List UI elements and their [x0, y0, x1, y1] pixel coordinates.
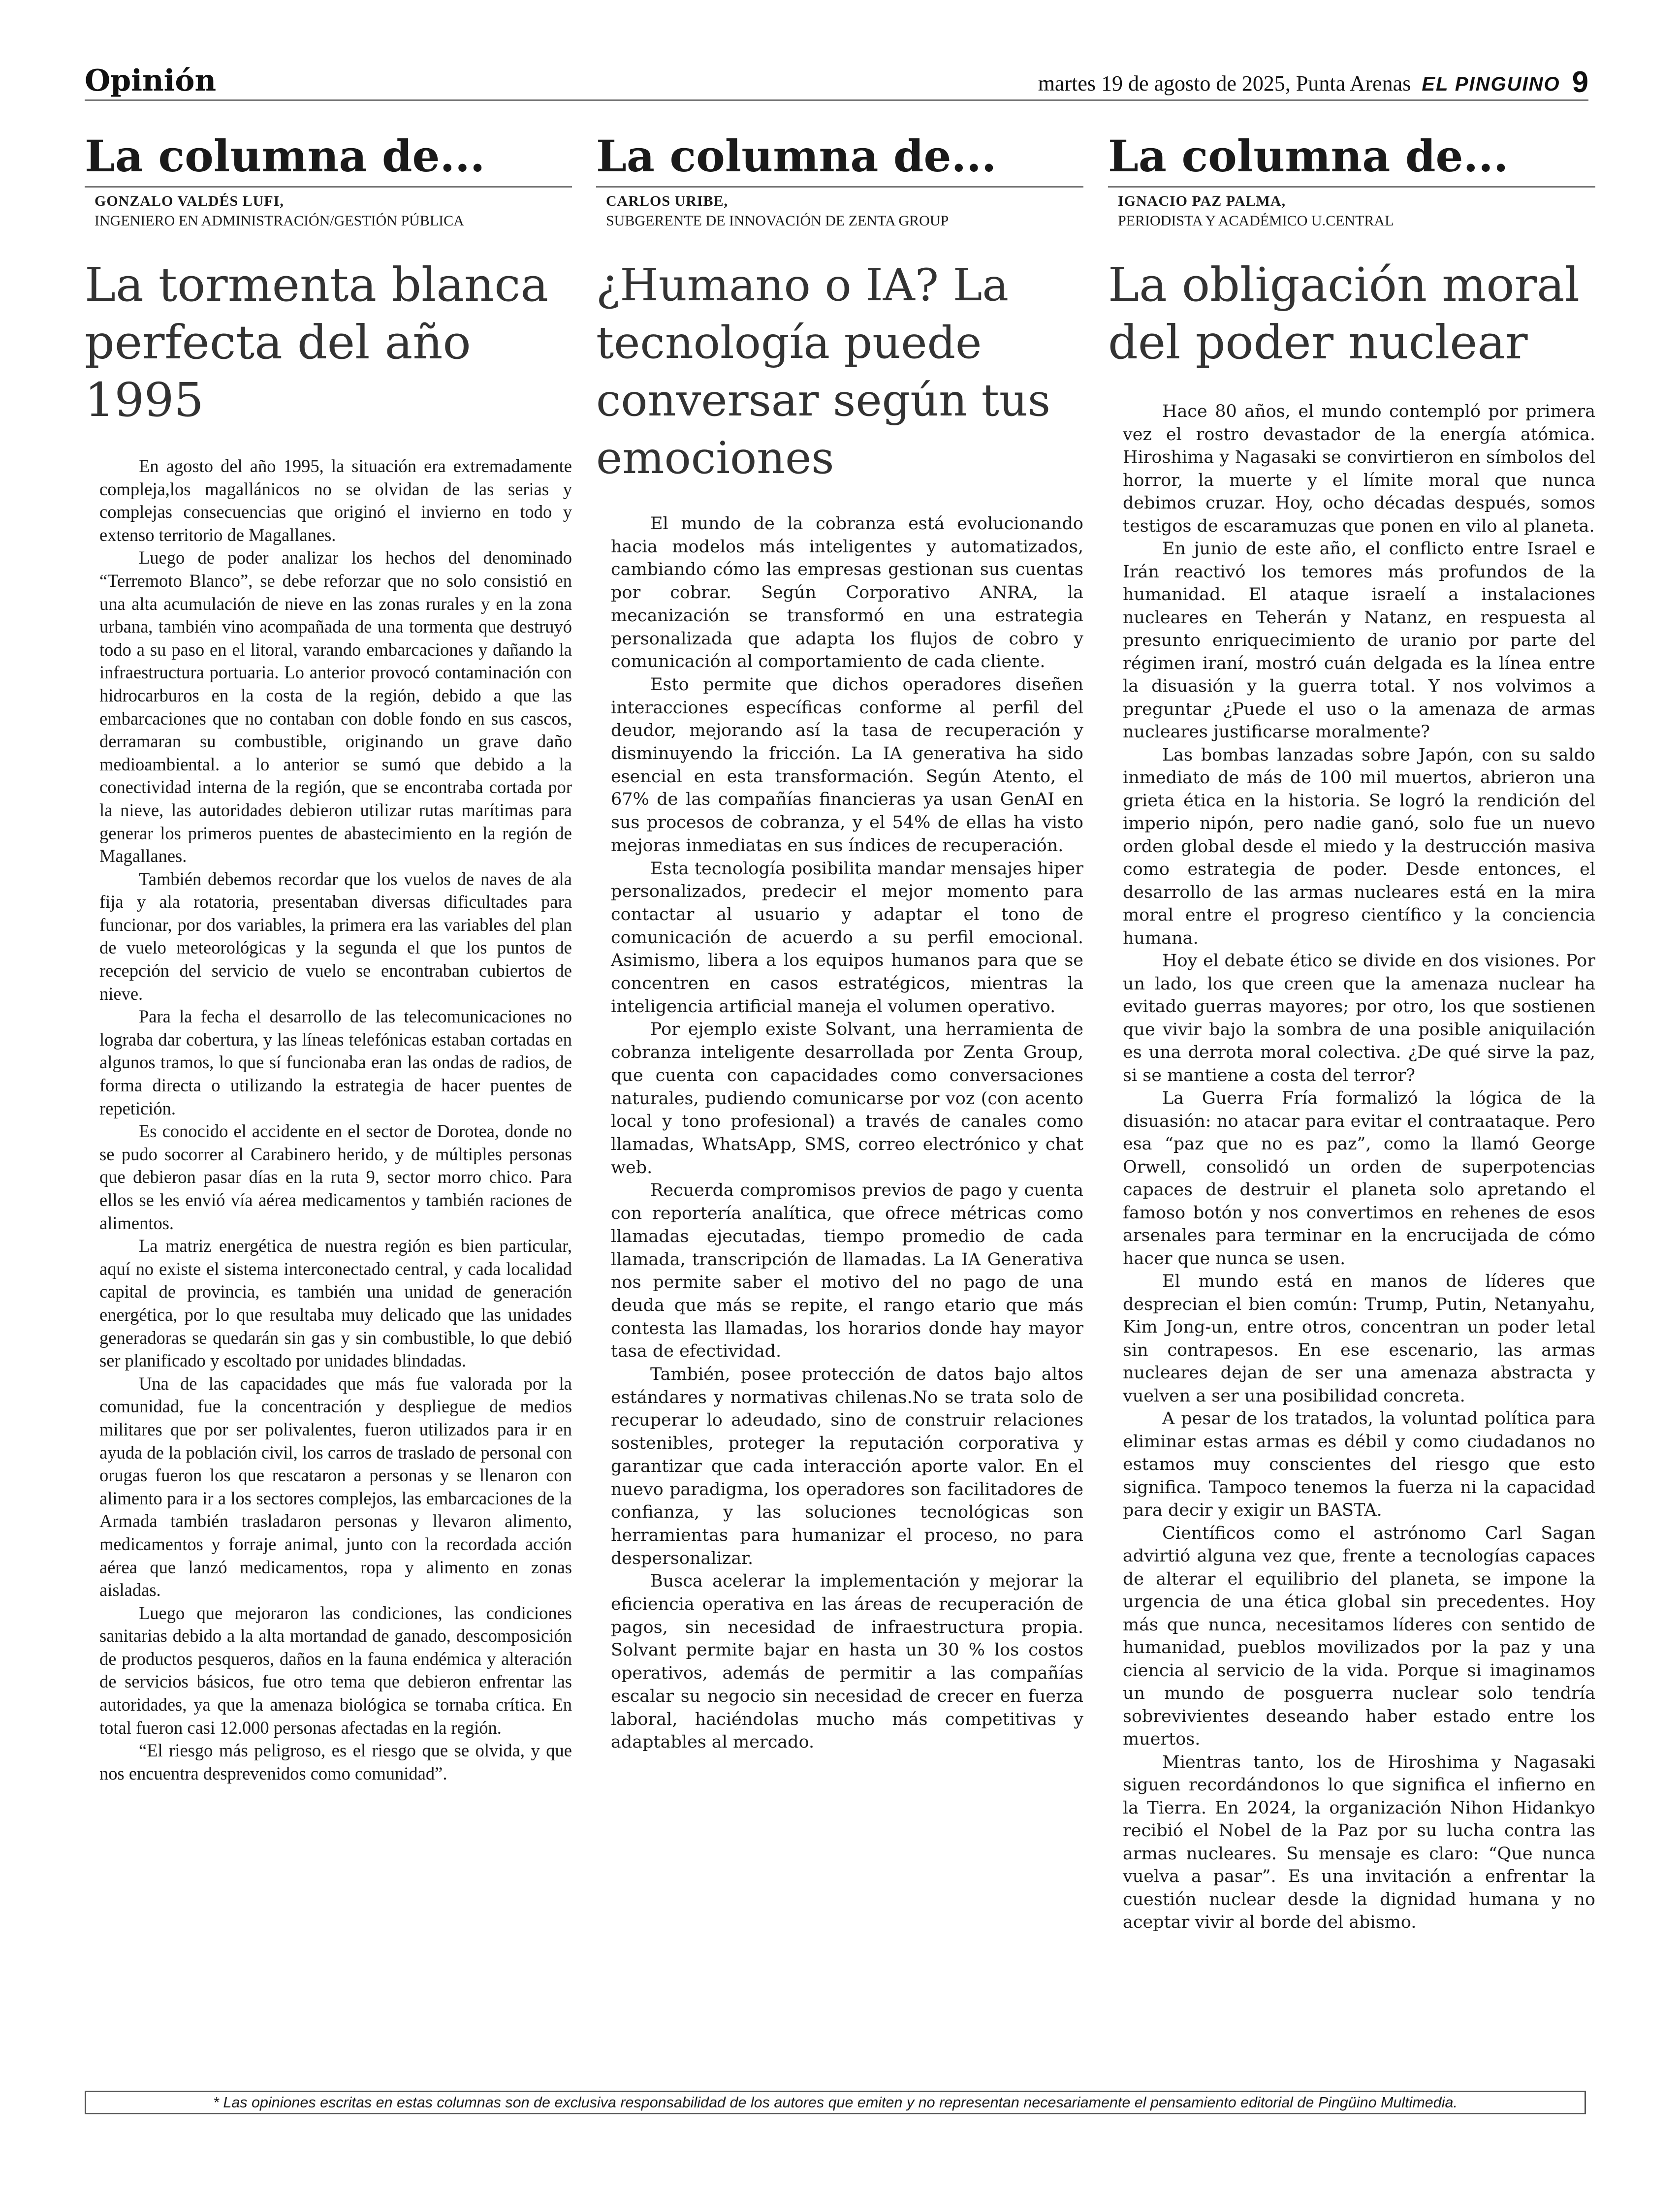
article-paragraph: Mientras tanto, los de Hiroshima y Nagasaki siguen recordándonos lo que significa el infierno en la Tierra. En 2024, la organización Nihon Hidankyo recibió el Nobel de la Paz por su lucha contra las armas nucleares. Su mensaje es claro: “Que nunca vuelva a pasar”. Es una invitación a enfrentar la cuestión nuclear desde la dignidad humana y no aceptar vivir al borde del abismo.: [1123, 1752, 1595, 1932]
page-number: 9: [1572, 65, 1588, 98]
column-1: [85, 130, 572, 1785]
article-paragraph: Por ejemplo existe Solvant, una herramienta de cobranza inteligente desarrollada por Zenta Group, que cuenta con capacidades como conversaciones naturales, pudiendo comunicarse por voz (con acento local y tono profesional) a través de canales como llamadas, WhatsApp, SMS, correo electrónico y chat web.: [611, 1019, 1083, 1178]
article-paragraph: Luego que mejoraron las condiciones, las condiciones sanitarias debido a la alta mortandad de ganado, descomposición de productos pesqueros, daños en la fauna endémica y alteración de servicios básicos, fue otro tema que debieron enfrentar las autoridades, ya que la amenaza biológica se tornaba crítica. En total fueron casi 12.000 personas afectadas en la región.: [99, 1602, 572, 1738]
article-paragraph: El mundo está en manos de líderes que desprecian el bien común: Trump, Putin, Netanyahu, Kim Jong-un, entre otros, concentran un poder letal sin contrapesos. En ese escenario, las armas nucleares dejan de ser una amenaza abstracta y vuelven a ser una posibilidad concreta.: [1123, 1272, 1595, 1406]
date-location: martes 19 de agosto de 2025, Punta Arenas: [1038, 71, 1411, 96]
author-name: GONZALO VALDÉS LUFI,: [95, 193, 284, 209]
article-paragraph: A pesar de los tratados, la voluntad política para eliminar estas armas es débil y como ciudadanos no estamos muy conscientes del riesgo que esto significa. Tampoco tenemos la fuerza ni la capacidad para decir y exigir un BASTA.: [1123, 1409, 1595, 1520]
section-name: Opinión: [85, 64, 217, 98]
article-paragraph: Hoy el debate ético se divide en dos visiones. Por un lado, los que creen que la amenaza nuclear ha evitado guerras mayores; por otro, los que sostienen que vivir bajo la sombra de una posible aniquilación es una derrota moral colectiva. ¿De qué sirve la paz, si se mantiene a costa del terror?: [1123, 951, 1595, 1085]
article-body: [99, 455, 572, 1785]
article-paragraph: En agosto del año 1995, la situación era extremadamente compleja,los magallánicos no se olvidan de las serias y complejas consecuencias que originó el invierno en todo y extenso territorio de Magallanes.: [99, 456, 572, 545]
article-paragraph: “El riesgo más peligroso, es el riesgo que se olvida, y que nos encuentra desprevenidos como comunidad”.: [99, 1740, 572, 1784]
column-3: [1108, 130, 1595, 1934]
author-role: PERIODISTA Y ACADÉMICO U.CENTRAL: [1118, 213, 1394, 229]
article-headline: La obligación moral del poder nuclear: [1108, 258, 1580, 370]
column-kicker: La columna de...: [1108, 130, 1595, 188]
article-paragraph: Para la fecha el desarrollo de las telecomunicaciones no lograba dar cobertura, y las líneas telefónicas estaban cortadas en algunos tramos, lo que sí funcionaba eran las ondas de radios, de forma directa o utilizando la estrategia de hacer puentes de repetición.: [99, 1006, 572, 1118]
article-paragraph: Busca acelerar la implementación y mejorar la eficiencia operativa en las áreas de recuperación de pagos, sin necesidad de infraestructura propia. Solvant permite bajar en hasta un 30 % los costos operativos, además de permitir a las compañías escalar su negocio sin necesidad de crecer en fuerza laboral, haciéndolas mucho más competitivas y adaptables al mercado.: [611, 1571, 1083, 1752]
author-role: INGENIERO EN ADMINISTRACIÓN/GESTIÓN PÚBLICA: [95, 213, 464, 229]
article-paragraph: Esta tecnología posibilita mandar mensajes hiper personalizados, predecir el mejor momento para contactar al usuario y adaptar el tono de comunicación de acuerdo a su perfil emocional. Asimismo, libera a los equipos humanos para que se concentren en casos estratégicos, mientras la inteligencia artificial maneja el volumen operativo.: [611, 859, 1083, 1017]
disclaimer-box: * Las opiniones escritas en estas columnas son de exclusiva responsabilidad de los autores que emiten y no representan necesariamente el pensamiento editorial de Pingüino Multimedia.: [85, 2091, 1586, 2114]
column-2: [596, 130, 1083, 1754]
article-body: [611, 512, 1083, 1754]
article-paragraph: También, posee protección de datos bajo altos estándares y normativas chilenas.No se trata solo de recuperar lo adeudado, sino de construir relaciones sostenibles, proteger la reputación corporativa y garantizar que cada interacción aporte valor. En el nuevo paradigma, los operadores son facilitadores de confianza, y las soluciones tecnológicas son herramientas para humanizar el proceso, no para despersonalizar.: [611, 1365, 1083, 1568]
article-paragraph: En junio de este año, el conflicto entre Israel e Irán reactivó los temores más profundos de la humanidad. El ataque israelí a instalaciones nucleares en Teherán y Natanz, en respuesta al presunto enriquecimiento de uranio por parte del régimen iraní, mostró cuán delgada es la línea entre la disuasión y la guerra total. Y nos volvimos a preguntar ¿Puede el uso o la amenaza de armas nucleares justificarse moralmente?: [1123, 539, 1595, 742]
article-paragraph: Las bombas lanzadas sobre Japón, con su saldo inmediato de más de 100 mil muertos, abrieron una grieta ética en la historia. Se logró la rendición del imperio nipón, pero nadie ganó, solo fue un nuevo orden global desde el miedo y la destrucción masiva como estrategia de poder. Desde entonces, el desarrollo de las armas nucleares está en la mira moral entre el progreso científico y la conciencia humana.: [1123, 745, 1595, 948]
article-paragraph: Es conocido el accidente en el sector de Dorotea, donde no se pudo socorrer al Carabinero herido, y de múltiples personas que debieron pasar días en la ruta 9, sector morro chico. Para ellos se les envió vía aérea medicamentos y también raciones de alimentos.: [99, 1121, 572, 1233]
article-paragraph: También debemos recordar que los vuelos de naves de ala fija y ala rotatoria, presentaban diversas dificultades para funcionar, por dos variables, la primera era las variables del plan de vuelo meteorológicas y la segunda el que los puntos de recepción del servicio de vuelo se encontraban cubiertos de nieve.: [99, 868, 572, 1004]
article-paragraph: Científicos como el astrónomo Carl Sagan advirtió alguna vez que, frente a tecnologías capaces de alterar el equilibrio del planeta, se impone la urgencia de una ética global sin precedentes. Hoy más que nunca, necesitamos líderes con sentido de humanidad, pueblos movilizados por la paz y una ciencia al servicio de la vida. Porque si imaginamos un mundo de posguerra nuclear solo tendría sobrevivientes deseando haber estado entre los muertos.: [1123, 1523, 1595, 1749]
article-paragraph: La Guerra Fría formalizó la lógica de la disuasión: no atacar para evitar el contraataque. Pero esa “paz que no es paz”, como la llamó George Orwell, consolidó un orden de superpotencias capaces de destruir el planeta solo apretando el famoso botón y nos convertimos en rehenes de esos arsenales para terminar en la encrucijada de cómo hacer que nunca se usen.: [1123, 1088, 1595, 1269]
article-paragraph: Recuerda compromisos previos de pago y cuenta con reportería analítica, que ofrece métricas como llamadas ejecutadas, tiempo promedio de cada llamada, transcripción de llamadas. La IA Generativa nos permite saber el motivo del no pago de una deuda que más se repite, el rango etario que más contesta las llamadas, los horarios donde hay mayor tasa de efectividad.: [611, 1180, 1083, 1362]
article-paragraph: Una de las capacidades que más fue valorada por la comunidad, fue la concentración y despliegue de medios militares que por ser polivalentes, fueron utilizados para ir en ayuda de la población civil, los carros de traslado de personal con orugas fueron los que rescataron a personas y se llenaron con alimento para ir a los sectores complejos, las embarcaciones de la Armada también trasladaron personas y llevaron alimento, medicamentos y forraje animal, junto con la recordada acción aérea que lanzó medicamentos, ropa y alimento en zonas aisladas.: [99, 1373, 572, 1600]
article-paragraph: El mundo de la cobranza está evolucionando hacia modelos más inteligentes y automatizados, cambiando cómo las empresas gestionan sus cuentas por cobrar. Según Corporativo ANRA, la mecanización se transformó en una estrategia personalizada que adapta los flujos de cobro y comunicación al comportamiento de cada cliente.: [611, 514, 1083, 672]
author-name: IGNACIO PAZ PALMA,: [1118, 193, 1286, 209]
column-kicker: La columna de...: [596, 130, 1083, 188]
page-header: [85, 60, 1588, 101]
article-headline: La tormenta blanca perfecta del año 1995: [85, 258, 549, 427]
article-headline: ¿Humano o IA? La tecnología puede conversar según tus emociones: [596, 259, 1051, 484]
masthead-logo: EL PINGUINO: [1422, 73, 1560, 95]
header-meta: [1038, 67, 1588, 97]
author-name: CARLOS URIBE,: [606, 193, 729, 209]
article-paragraph: La matriz energética de nuestra región es bien particular, aquí no existe el sistema interconectado central, y cada localidad capital de provincia, es también una unidad de generación energética, por lo que resultaba muy delicado que las unidades generadoras se quedarán sin gas y sin combustible, lo que debió ser planificado y escoltado por unidades blindadas.: [99, 1236, 572, 1371]
article-paragraph: Esto permite que dichos operadores diseñen interacciones específicas conforme al perfil del deudor, mejorando así la tasa de recuperación y disminuyendo la fricción. La IA generativa ha sido esencial en esta transformación. Según Atento, el 67% de las compañías financieras ya usan GenAI en sus procesos de cobranza, y el 54% de ellas ha visto mejoras inmediatas en sus índices de recuperación.: [611, 674, 1083, 856]
author-role: SUBGERENTE DE INNOVACIÓN DE ZENTA GROUP: [606, 213, 949, 229]
article-body: [1123, 400, 1595, 1934]
article-paragraph: Luego de poder analizar los hechos del denominado “Terremoto Blanco”, se debe reforzar que no solo consistió en una alta acumulación de nieve en las zonas rurales y en la zona urbana, también vino acompañada de una tormenta que destruyó todo a su paso en el litoral, varando embarcaciones y dañando la infraestructura portuaria. Lo anterior provocó contaminación con hidrocarburos en la costa de la región, debido a que las embarcaciones que no contaban con doble fondo en sus cascos, derramaran su combustible, originando un grave daño medioambiental. a lo anterior se sumó que debido a la conectividad interna de la región, que se encontraba cortada por la nieve, las autoridades debieron utilizar rutas marítimas para generar los primeros puentes de abastecimiento en la región de Magallanes.: [99, 547, 572, 866]
article-paragraph: Hace 80 años, el mundo contempló por primera vez el rostro devastador de la energía atómica. Hiroshima y Nagasaki se convirtieron en símbolos del horror, la muerte y el límite moral que nunca debimos cruzar. Hoy, ocho décadas después, somos testigos de escaramuzas que ponen en vilo al planeta.: [1123, 402, 1595, 536]
column-kicker: La columna de...: [85, 130, 572, 188]
